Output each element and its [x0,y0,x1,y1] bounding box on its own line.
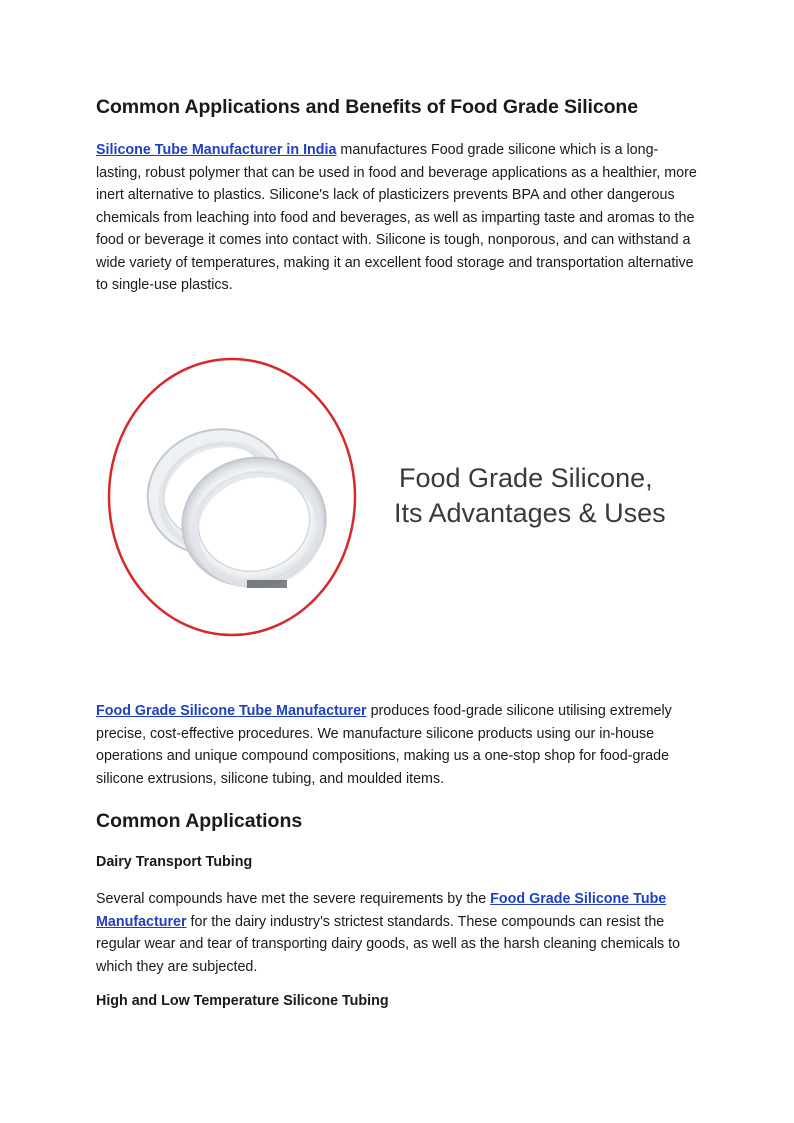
dairy-text-after: for the dairy industry's strictest standards. These compounds can resist the regular wear and tear of transporting dairy goods, as well as the harsh cleaning chemicals to which they are subjected. [96,913,681,975]
page-title: Common Applications and Benefits of Food Grade Silicone [96,96,638,118]
image-caption-line-2: Its Advantages & Uses [394,498,666,528]
silicone-tube-manufacturer-india-link[interactable]: Silicone Tube Manufacturer in India [96,142,337,158]
subheading-temperature-tubing: High and Low Temperature Silicone Tubing [96,993,389,1009]
food-grade-silicone-tube-manufacturer-link[interactable]: Food Grade Silicone Tube Manufacturer [96,703,367,719]
dairy-paragraph [96,888,698,978]
image-caption-line-1: Food Grade Silicone, [399,463,653,493]
intro-paragraph [96,139,698,297]
subheading-dairy-transport-tubing: Dairy Transport Tubing [96,854,253,870]
silicone-rings-illustration [102,352,694,642]
food-grade-silicone-image [102,352,694,642]
ring-base-shadow [247,580,287,588]
intro-text: manufactures Food grade silicone which is a long-lasting, robust polymer that can be used in food and beverage applications as a healthier, more inert alternative to plastics. Silicone's lack of plasticizers prevents BPA and other dangerous chemicals from leaching into food and beverages, as well as imparting taste and aromas to the food or beverage it comes into contact with. Silicone is tough, nonporous, and can withstand a wide variety of temperatures, making it an excellent food storage and transportation alternative to single-use plastics. [96,142,697,293]
dairy-manufacturer-link[interactable]: Food Grade Silicone Tube Manufacturer [96,891,667,930]
manufacturer-text: produces food-grade silicone utilising extremely precise, cost-effective procedures. We manufacture silicone products using our in-house operations and unique compound compositions, making us a one-stop shop for food-grade silicone extrusions, silicone tubing, and moulded items. [96,703,672,787]
section-title-common-applications: Common Applications [96,810,303,832]
manufacturer-paragraph [96,700,698,790]
dairy-text-before: Several compounds have met the severe requirements by the [96,891,491,907]
